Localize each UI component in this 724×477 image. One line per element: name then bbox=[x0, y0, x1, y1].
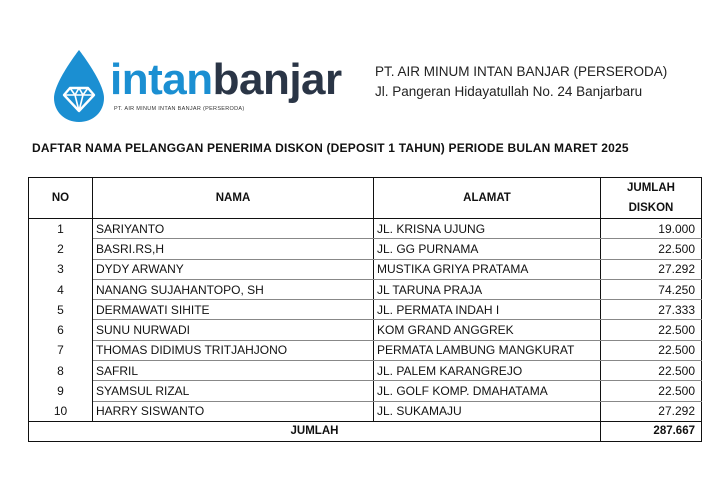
row-no: 7 bbox=[29, 340, 93, 360]
table-row bbox=[29, 401, 702, 421]
header-jumlah: JUMLAH bbox=[627, 182, 675, 194]
row-nama: NANANG SUJAHANTOPO, SH bbox=[93, 279, 374, 299]
table-row bbox=[29, 381, 702, 401]
row-no: 1 bbox=[29, 219, 93, 239]
logo-tagline: PT. AIR MINUM INTAN BANJAR (PERSERODA) bbox=[114, 106, 245, 112]
row-no: 9 bbox=[29, 381, 93, 401]
row-diskon: 27.333 bbox=[601, 300, 702, 320]
row-nama: SAFRIL bbox=[93, 361, 374, 381]
row-diskon: 22.500 bbox=[601, 340, 702, 360]
company-address: Jl. Pangeran Hidayatullah No. 24 Banjarbaru bbox=[375, 84, 643, 99]
table-row bbox=[29, 361, 702, 381]
row-no: 4 bbox=[29, 279, 93, 299]
row-diskon: 22.500 bbox=[601, 361, 702, 381]
header-nama: NAMA bbox=[93, 178, 374, 219]
logo-wordmark bbox=[110, 55, 342, 104]
table-row bbox=[29, 340, 702, 360]
row-alamat: JL. SUKAMAJU bbox=[374, 401, 601, 421]
water-drop-diamond-icon bbox=[50, 48, 108, 124]
row-alamat: JL TARUNA PRAJA bbox=[374, 279, 601, 299]
row-nama: HARRY SISWANTO bbox=[93, 401, 374, 421]
row-alamat: KOM GRAND ANGGREK bbox=[374, 320, 601, 340]
row-alamat: JL. GOLF KOMP. DMAHATAMA bbox=[374, 381, 601, 401]
row-alamat: JL. KRISNA UJUNG bbox=[374, 219, 601, 239]
row-alamat: JL. PERMATA INDAH I bbox=[374, 300, 601, 320]
row-diskon: 22.500 bbox=[601, 320, 702, 340]
total-label: JUMLAH bbox=[29, 421, 601, 441]
table-row bbox=[29, 279, 702, 299]
row-nama: SUNU NURWADI bbox=[93, 320, 374, 340]
document-title: DAFTAR NAMA PELANGGAN PENERIMA DISKON (DEPOSIT 1 TAHUN) PERIODE BULAN MARET 2025 bbox=[32, 141, 629, 155]
logo-word-intan: intan bbox=[110, 55, 213, 104]
row-no: 6 bbox=[29, 320, 93, 340]
row-diskon: 74.250 bbox=[601, 279, 702, 299]
company-name: PT. AIR MINUM INTAN BANJAR (PERSERODA) bbox=[375, 64, 668, 79]
header-alamat: ALAMAT bbox=[374, 178, 601, 219]
row-alamat: PERMATA LAMBUNG MANGKURAT bbox=[374, 340, 601, 360]
row-no: 10 bbox=[29, 401, 93, 421]
header-jumlah-diskon bbox=[601, 178, 702, 219]
row-diskon: 19.000 bbox=[601, 219, 702, 239]
row-no: 2 bbox=[29, 239, 93, 259]
row-no: 3 bbox=[29, 259, 93, 279]
row-alamat: JL. PALEM KARANGREJO bbox=[374, 361, 601, 381]
table-row bbox=[29, 219, 702, 239]
company-logo bbox=[50, 48, 365, 128]
row-nama: SARIYANTO bbox=[93, 219, 374, 239]
row-no: 8 bbox=[29, 361, 93, 381]
row-diskon: 27.292 bbox=[601, 259, 702, 279]
row-nama: SYAMSUL RIZAL bbox=[93, 381, 374, 401]
row-nama: THOMAS DIDIMUS TRITJAHJONO bbox=[93, 340, 374, 360]
row-diskon: 22.500 bbox=[601, 381, 702, 401]
row-diskon: 22.500 bbox=[601, 239, 702, 259]
row-nama: DYDY ARWANY bbox=[93, 259, 374, 279]
total-row bbox=[29, 421, 702, 441]
row-nama: DERMAWATI SIHITE bbox=[93, 300, 374, 320]
discount-table bbox=[28, 177, 702, 442]
table-header-row bbox=[29, 178, 702, 219]
row-no: 5 bbox=[29, 300, 93, 320]
company-info bbox=[375, 62, 667, 102]
row-alamat: JL. GG PURNAMA bbox=[374, 239, 601, 259]
logo-word-banjar: banjar bbox=[212, 55, 342, 104]
row-nama: BASRI.RS,H bbox=[93, 239, 374, 259]
row-alamat: MUSTIKA GRIYA PRATAMA bbox=[374, 259, 601, 279]
table-row bbox=[29, 259, 702, 279]
row-diskon: 27.292 bbox=[601, 401, 702, 421]
header-diskon: DISKON bbox=[628, 202, 674, 214]
table-row bbox=[29, 320, 702, 340]
header-no: NO bbox=[29, 178, 93, 219]
table-row bbox=[29, 239, 702, 259]
table-row bbox=[29, 300, 702, 320]
total-value: 287.667 bbox=[601, 421, 702, 441]
